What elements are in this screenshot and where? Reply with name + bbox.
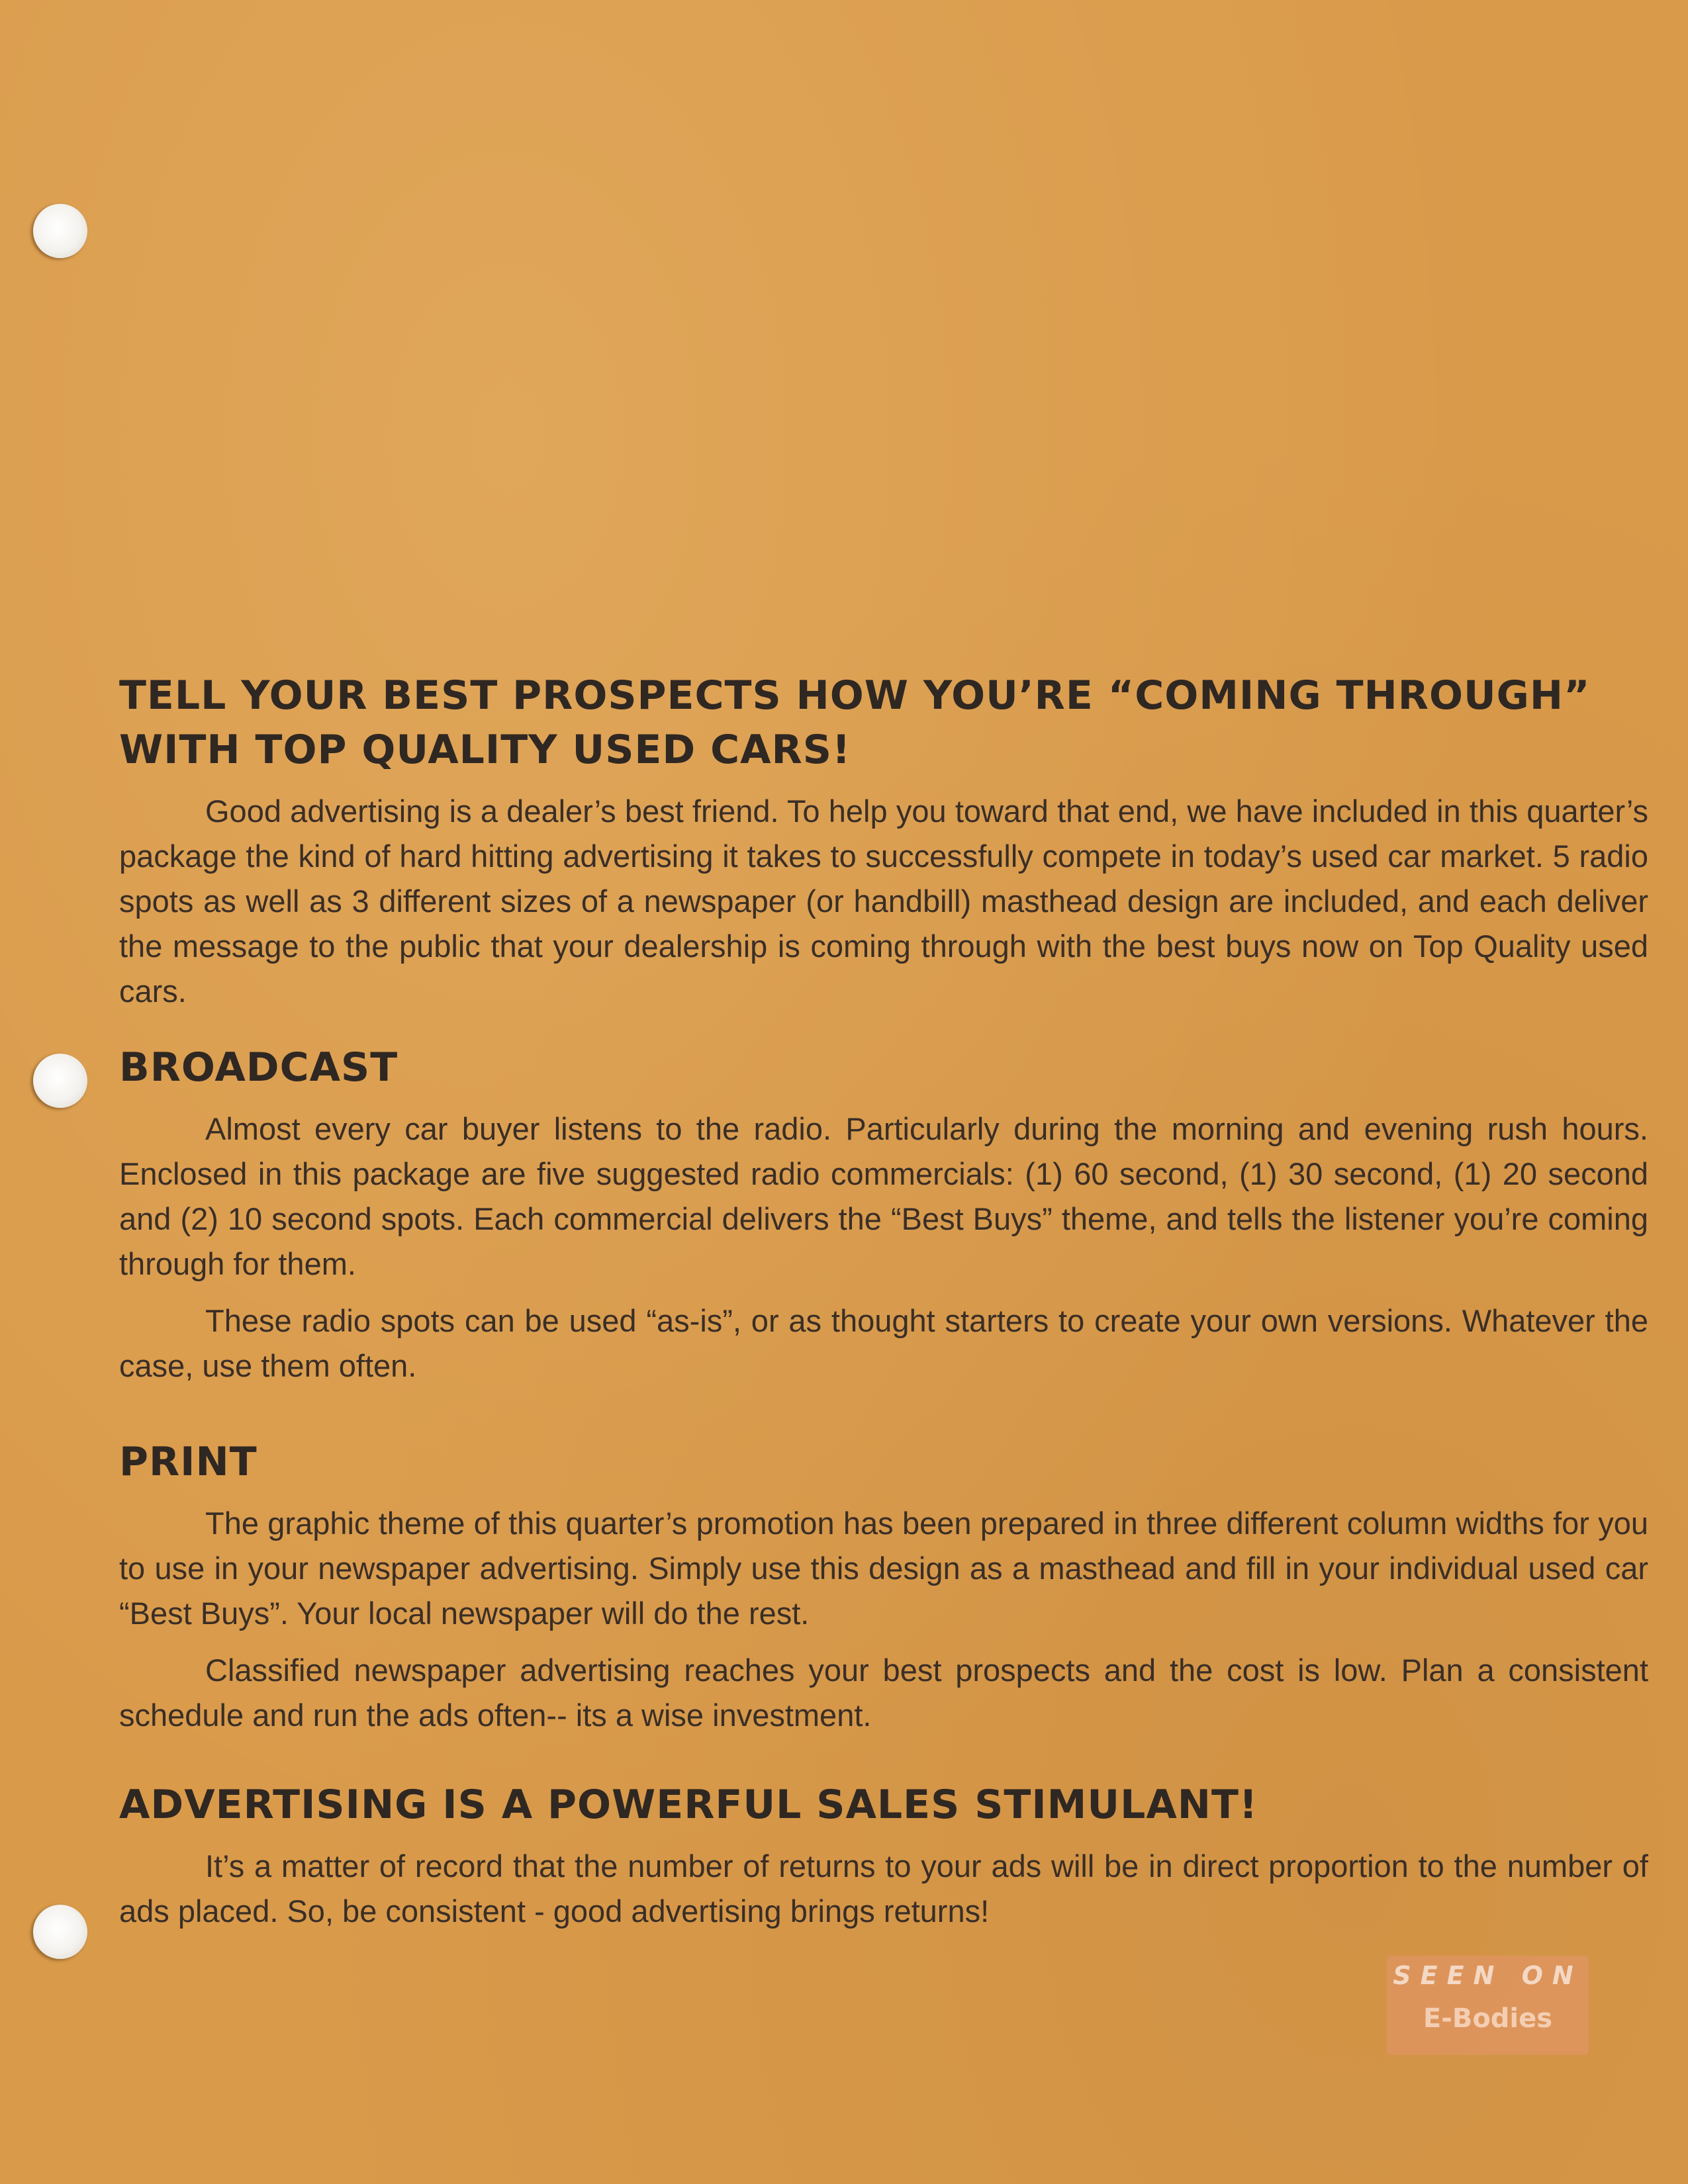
closing-paragraph: It’s a matter of record that the number of returns to your ads will be in direct proportion to the number of ads placed. So, be consistent - good advertising brings returns! [119, 1848, 1648, 1929]
intro-paragraph: Good advertising is a dealer’s best friend. To help you toward that end, we have included in this quarter’s package the kind of hard hitting advertising it takes to successfully compete in today’s used car market. 5 radio spots as well as 3 different sizes of a newspaper (or handbill) masthead design are included, and each deliver the message to the public that your dealership is coming through with the best buys now on Top Quality used cars. [119, 794, 1648, 1009]
broadcast-heading: BROADCAST [119, 1044, 399, 1091]
headline-line-1: TELL YOUR BEST PROSPECTS HOW YOU’RE “COMING THROUGH” [119, 672, 1591, 719]
print-paragraph-2: Classified newspaper advertising reaches your best prospects and the cost is low. Plan a consistent schedule and run the ads often-- its a wise investment. [119, 1653, 1648, 1733]
seen-on-watermark [1387, 1956, 1589, 2055]
binder-hole-bottom [33, 1905, 87, 1959]
closing-heading: ADVERTISING IS A POWERFUL SALES STIMULANT! [119, 1782, 1258, 1828]
watermark-top-text: SEEN ON [1393, 1961, 1583, 1990]
binder-hole-middle [33, 1054, 87, 1108]
headline-line-2: WITH TOP QUALITY USED CARS! [119, 727, 851, 773]
broadcast-paragraph-1: Almost every car buyer listens to the radio. Particularly during the morning and evening rush hours. Enclosed in this package are five suggested radio commercials: (1) 60 second, (1) 30 second, (1) 20 second and (2) 10 second spots. Each commercial delivers the “Best Buys” theme, and tells the listener you’re coming through for them. [119, 1111, 1648, 1281]
page-content [119, 668, 1648, 1934]
print-heading: PRINT [119, 1439, 258, 1485]
headline [119, 668, 1648, 777]
broadcast-paragraph-2: These radio spots can be used “as-is”, or as thought starters to create your own versions. Whatever the case, use them often. [119, 1303, 1648, 1383]
watermark-bottom-text: E-Bodies [1423, 2003, 1553, 2034]
print-paragraph-1: The graphic theme of this quarter’s promotion has been prepared in three different column widths for you to use in your newspaper advertising. Simply use this design as a masthead and fill in your individual used car “Best Buys”. Your local newspaper will do the rest. [119, 1506, 1648, 1631]
binder-hole-top [33, 204, 87, 258]
